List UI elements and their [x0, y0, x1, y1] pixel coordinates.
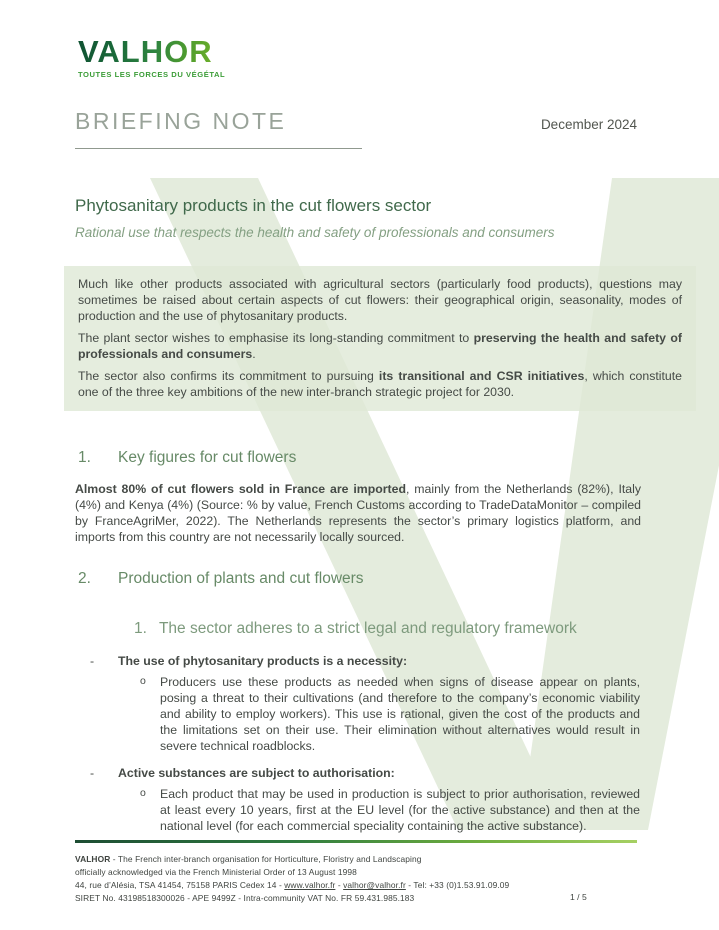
bullet-authorisation — [75, 766, 641, 784]
sub-bullet-authorisation — [75, 786, 641, 834]
section-1-paragraph — [75, 481, 641, 545]
intro-p2-post: . — [252, 347, 256, 361]
section-2-title: Production of plants and cut flowers — [118, 570, 364, 587]
intro-p2-bold: preserving the health and safety of professionals and consumers — [78, 331, 682, 361]
footer-address: 44, rue d’Alésia, TSA 41454, 75158 PARIS Cedex 14 - — [75, 880, 285, 890]
section-2-number: 2. — [78, 570, 91, 587]
intro-p2-pre: The plant sector wishes to emphasise its long-standing commitment to — [78, 331, 474, 345]
intro-p1-text: Much like other products associated with agricultural sectors (particularly food products), questions may sometimes be raised about certain aspects of cut flowers: their geographical origin, seasonality, modes of production and the use of phytosanitary products. — [78, 277, 682, 323]
footer-line-1-text: - The French inter-branch organisation for Horticulture, Floristry and Landscaping — [110, 854, 422, 864]
subheading-1-number: 1. — [134, 620, 147, 637]
doc-type-rule — [75, 148, 362, 149]
page-subtitle: Rational use that respects the health and safety of professionals and consumers — [75, 225, 555, 240]
valhor-logo-wordmark: VALHOR — [78, 36, 225, 67]
intro-paragraph-3 — [78, 368, 682, 400]
section-2-heading — [78, 570, 364, 588]
sub-bullet-producers-text: Producers use these products as needed when signs of disease appear on plants, posing a threat to their cultivations (and therefore to the company’s economic viability and ability to employ workers). This use is rational, given the cost of the products and the limitations set on their use. Their elimination without alternatives would result in severe technical roadblocks. — [160, 675, 640, 753]
intro-p3-post: , which constitute one of the three key ambitions of the new inter-branch strategic project for 2030. — [78, 369, 682, 399]
valhor-website-link[interactable]: www.valhor.fr — [284, 880, 336, 890]
sub-bullet-producers — [75, 674, 641, 754]
footer-valhor-bold: VALHOR — [75, 854, 111, 864]
bullet-authorisation-label: Active substances are subject to authorisation: — [118, 766, 395, 780]
footer-info — [75, 853, 641, 905]
page-number: 1 / 5 — [570, 892, 587, 902]
valhor-logo-tagline: TOUTES LES FORCES DU VÉGÉTAL — [78, 70, 226, 79]
sub-bullet-authorisation-text: Each product that may be used in production is subject to prior authorisation, reviewed at least every 10 years, first at the EU level (for the active substance) and then at the national level (for each commercial speciality containing the active substance). — [160, 787, 640, 833]
circle-bullet-icon: o — [140, 675, 146, 687]
valhor-email-link[interactable]: valhor@valhor.fr — [343, 880, 406, 890]
intro-p3-bold: its transitional and CSR initiatives — [378, 369, 585, 383]
footer-phone: - Tel: +33 (0)1.53.91.09.09 — [405, 880, 510, 890]
subheading-1-title: The sector adheres to a strict legal and regulatory framework — [158, 620, 577, 637]
footer-separator: - — [335, 880, 344, 890]
dash-bullet-icon: - — [90, 766, 95, 780]
section-1-heading — [78, 449, 296, 467]
section-1-number: 1. — [78, 449, 91, 466]
intro-p3-pre: The sector also confirms its commitment to pursuing — [78, 369, 379, 383]
page-title: Phytosanitary products in the cut flowers sector — [75, 196, 432, 215]
section-1-body: , mainly from the Netherlands (82%), Italy (4%) and Kenya (4%) (Source: % by value, French Customs according to TradeDataMonitor – compiled by FranceAgriMer, 2022). The Netherlands represents the sector’s primary logistics platform, and imports from this country are not necessarily locally sourced. — [75, 482, 641, 544]
footer-line-4: SIRET No. 43198518300026 - APE 9499Z - Intra-community VAT No. FR 59.431.985.183 — [75, 893, 415, 903]
footer-line-1 — [75, 853, 641, 866]
intro-paragraph-2 — [78, 330, 682, 362]
bullet-necessity-label: The use of phytosanitary products is a necessity: — [118, 654, 408, 668]
section-2-subheading-1 — [134, 620, 577, 638]
section-1-title: Key figures for cut flowers — [118, 449, 297, 466]
circle-bullet-icon: o — [140, 787, 146, 799]
footer-gradient-rule — [75, 840, 637, 843]
section-1-bold-lead: Almost 80% of cut flowers sold in France are imported — [75, 482, 406, 496]
doc-type-heading: BRIEFING NOTE — [75, 108, 287, 134]
footer-line-2: officially acknowledged via the French Ministerial Order of 13 August 1998 — [75, 867, 357, 877]
intro-paragraph-1 — [78, 276, 682, 324]
dash-bullet-icon: - — [90, 654, 95, 668]
bullet-necessity — [75, 654, 641, 672]
doc-date: December 2024 — [540, 117, 637, 132]
footer-line-3 — [75, 879, 641, 892]
valhor-logo — [78, 36, 225, 79]
intro-highlight-block — [64, 266, 696, 411]
